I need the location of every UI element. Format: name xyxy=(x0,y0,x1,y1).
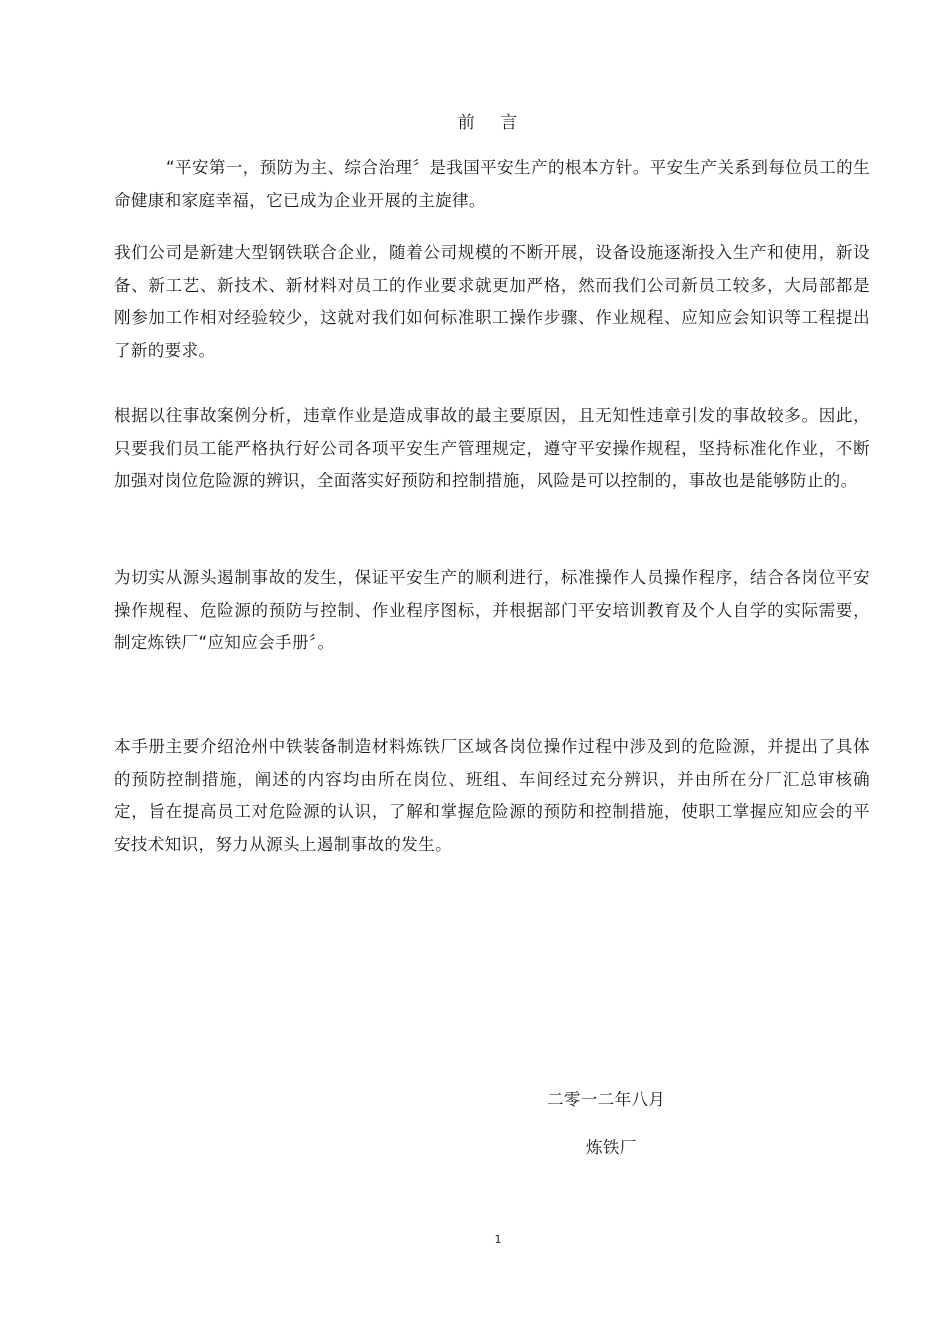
paragraph-manual-content: 本手册主要介绍沧州中铁装备制造材料炼铁厂区域各岗位操作过程中涉及到的危险源，并提出了具体的预防控制措施，阐述的内容均由所在岗位、班组、车间经过充分辨识，并由所在分厂汇总审核确定，旨在提高员工对危险源的认识，了解和掌握危险源的预防和控制措施，使职工掌握应知应会的平安技术知识，努力从源头上遏制事故的发生。 xyxy=(114,737,870,854)
signature-date: 二零一二年八月 xyxy=(547,1090,666,1109)
paragraph-accident-analysis: 根据以往事故案例分析，违章作业是造成事故的最主要原因，且无知性违章引发的事故较多。因此，只要我们员工能严格执行好公司各项平安生产管理规定，遵守平安操作规程，坚持标准化作业，不断加强对岗位危险源的辨识，全面落实好预防和控制措施，风险是可以控制的，事故也是能够防止的。 xyxy=(114,406,870,490)
paragraph-company-background: 我们公司是新建大型钢铁联合企业，随着公司规模的不断开展，设备设施逐渐投入生产和使用，新设备、新工艺、新技术、新材料对员工的作业要求就更加严格，然而我们公司新员工较多，大局部都是刚参加工作相对经验较少，这就对我们如何标准职工操作步骤、作业规程、应知应会知识等工程提出了新的要求。 xyxy=(114,243,870,360)
page-number: 1 xyxy=(494,1233,502,1246)
paragraph-manual-purpose: 为切实从源头遏制事故的发生，保证平安生产的顺利进行，标准操作人员操作程序，结合各岗位平安操作规程、危险源的预防与控制、作业程序图标，并根据部门平安培训教育及个人自学的实际需要，制定炼铁厂“应知应会手册〞。 xyxy=(114,568,870,652)
paragraph-safety-policy: “平安第一，预防为主、综合治理〞是我国平安生产的根本方针。平安生产关系到每位员工的生命健康和家庭幸福，它已成为企业开展的主旋律。 xyxy=(114,158,870,210)
page-title: 前 言 xyxy=(457,113,528,133)
signature-department: 炼铁厂 xyxy=(586,1138,637,1157)
